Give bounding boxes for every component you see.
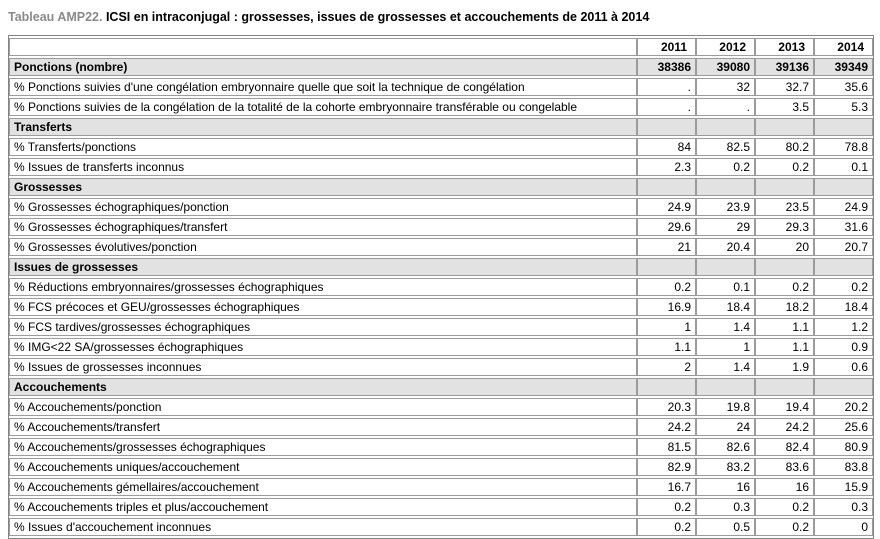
cell-value: 82.4 (755, 438, 814, 456)
cell-value: 1 (637, 318, 696, 336)
cell-value: 0 (814, 518, 873, 536)
cell-value: 83.2 (696, 458, 755, 476)
cell-value (814, 258, 873, 276)
cell-value (637, 258, 696, 276)
cell-value: 0.2 (637, 278, 696, 296)
statistics-table (8, 35, 874, 539)
cell-value: 32.7 (755, 78, 814, 96)
cell-value: . (696, 98, 755, 116)
row-label: Grossesses (9, 178, 637, 196)
cell-value (755, 178, 814, 196)
cell-value: 82.9 (637, 458, 696, 476)
row-label: % FCS tardives/grossesses échographiques (9, 318, 637, 336)
year-header: 2014 (814, 38, 873, 56)
cell-value (755, 258, 814, 276)
cell-value: 20 (755, 238, 814, 256)
row-label: % Grossesses échographiques/ponction (9, 198, 637, 216)
cell-value: 84 (637, 138, 696, 156)
table-row (9, 358, 873, 376)
cell-value: 0.2 (755, 158, 814, 176)
row-label: % Issues d'accouchement inconnues (9, 518, 637, 536)
table-row (9, 198, 873, 216)
row-label: % Accouchements triples et plus/accouchement (9, 498, 637, 516)
row-label: % Accouchements/transfert (9, 418, 637, 436)
cell-value: 1 (696, 338, 755, 356)
table-row (9, 298, 873, 316)
cell-value: 82.5 (696, 138, 755, 156)
table-row (9, 78, 873, 96)
table-row (9, 98, 873, 116)
table-row (9, 518, 873, 536)
cell-value: 21 (637, 238, 696, 256)
cell-value: 15.9 (814, 478, 873, 496)
cell-value: 80.9 (814, 438, 873, 456)
row-label: % Grossesses échographiques/transfert (9, 218, 637, 236)
cell-value: 39136 (755, 58, 814, 76)
cell-value (637, 178, 696, 196)
cell-value: 0.2 (755, 518, 814, 536)
table-row (9, 238, 873, 256)
row-label: % Accouchements uniques/accouchement (9, 458, 637, 476)
cell-value: 29 (696, 218, 755, 236)
cell-value: 5.3 (814, 98, 873, 116)
cell-value (637, 378, 696, 396)
cell-value: 23.5 (755, 198, 814, 216)
row-label: % Accouchements gémellaires/accouchement (9, 478, 637, 496)
cell-value: 83.8 (814, 458, 873, 476)
row-label: Accouchements (9, 378, 637, 396)
table-row (9, 178, 873, 196)
cell-value: 16 (755, 478, 814, 496)
cell-value: 39080 (696, 58, 755, 76)
cell-value (755, 378, 814, 396)
row-label: % IMG<22 SA/grossesses échographiques (9, 338, 637, 356)
cell-value: 16.9 (637, 298, 696, 316)
cell-value (696, 178, 755, 196)
cell-value: 1.2 (814, 318, 873, 336)
table-title (8, 8, 873, 35)
cell-value: 0.2 (814, 278, 873, 296)
cell-value: 0.2 (755, 278, 814, 296)
table-row (9, 338, 873, 356)
row-label: % Ponctions suivies de la congélation de la totalité de la cohorte embryonnaire transférable ou congelable (9, 98, 637, 116)
cell-value: 29.3 (755, 218, 814, 236)
table-row (9, 318, 873, 336)
cell-value: 78.8 (814, 138, 873, 156)
cell-value: 24.2 (755, 418, 814, 436)
cell-value (814, 178, 873, 196)
cell-value (696, 378, 755, 396)
cell-value: 20.4 (696, 238, 755, 256)
cell-value: 0.2 (696, 158, 755, 176)
cell-value: 83.6 (755, 458, 814, 476)
cell-value: 0.6 (814, 358, 873, 376)
cell-value: 1.9 (755, 358, 814, 376)
year-header-spacer (9, 38, 637, 56)
year-header: 2013 (755, 38, 814, 56)
cell-value: 81.5 (637, 438, 696, 456)
cell-value: 18.4 (814, 298, 873, 316)
cell-value (814, 378, 873, 396)
row-label: % Issues de transferts inconnus (9, 158, 637, 176)
cell-value: 0.2 (637, 498, 696, 516)
cell-value: 0.3 (696, 498, 755, 516)
cell-value: 16 (696, 478, 755, 496)
table-row (9, 58, 873, 76)
row-label: Ponctions (nombre) (9, 58, 637, 76)
row-label: Transferts (9, 118, 637, 136)
row-label: % Ponctions suivies d'une congélation embryonnaire quelle que soit la technique de congélation (9, 78, 637, 96)
table-title-text: ICSI en intraconjugal : grossesses, issues de grossesses et accouchements de 2011 à 2014 (102, 10, 650, 24)
cell-value: 1.1 (637, 338, 696, 356)
cell-value: 18.4 (696, 298, 755, 316)
cell-value: 0.5 (696, 518, 755, 536)
cell-value: 32 (696, 78, 755, 96)
cell-value: 20.2 (814, 398, 873, 416)
year-header: 2012 (696, 38, 755, 56)
table-row (9, 218, 873, 236)
cell-value: 0.9 (814, 338, 873, 356)
cell-value: 0.2 (755, 498, 814, 516)
table-row (9, 138, 873, 156)
cell-value: 20.3 (637, 398, 696, 416)
table-row (9, 278, 873, 296)
cell-value: 1.1 (755, 318, 814, 336)
row-label: % FCS précoces et GEU/grossesses échographiques (9, 298, 637, 316)
table-row (9, 158, 873, 176)
cell-value (637, 118, 696, 136)
cell-value: 0.1 (696, 278, 755, 296)
cell-value: 3.5 (755, 98, 814, 116)
table-row (9, 398, 873, 416)
cell-value: 18.2 (755, 298, 814, 316)
row-label: % Accouchements/ponction (9, 398, 637, 416)
row-label: Issues de grossesses (9, 258, 637, 276)
table-row (9, 458, 873, 476)
cell-value: 29.6 (637, 218, 696, 236)
cell-value: 1.1 (755, 338, 814, 356)
table-row (9, 478, 873, 496)
table-body (9, 58, 873, 536)
cell-value: 2 (637, 358, 696, 376)
cell-value (696, 118, 755, 136)
table-row (9, 438, 873, 456)
cell-value: 0.2 (637, 518, 696, 536)
cell-value: . (637, 78, 696, 96)
cell-value: 25.6 (814, 418, 873, 436)
table-row (9, 118, 873, 136)
cell-value: 19.4 (755, 398, 814, 416)
cell-value: 82.6 (696, 438, 755, 456)
table-row (9, 418, 873, 436)
row-label: % Transferts/ponctions (9, 138, 637, 156)
cell-value (696, 258, 755, 276)
cell-value: 24 (696, 418, 755, 436)
cell-value: 80.2 (755, 138, 814, 156)
cell-value: 39349 (814, 58, 873, 76)
table-row (9, 378, 873, 396)
row-label: % Grossesses évolutives/ponction (9, 238, 637, 256)
table-row (9, 498, 873, 516)
row-label: % Accouchements/grossesses échographiques (9, 438, 637, 456)
year-header: 2011 (637, 38, 696, 56)
cell-value: 24.2 (637, 418, 696, 436)
row-label: % Réductions embryonnaires/grossesses échographiques (9, 278, 637, 296)
table-row (9, 258, 873, 276)
cell-value (814, 118, 873, 136)
cell-value: . (637, 98, 696, 116)
cell-value: 0.1 (814, 158, 873, 176)
cell-value: 35.6 (814, 78, 873, 96)
cell-value: 24.9 (637, 198, 696, 216)
cell-value: 1.4 (696, 318, 755, 336)
cell-value: 31.6 (814, 218, 873, 236)
cell-value: 38386 (637, 58, 696, 76)
cell-value: 0.3 (814, 498, 873, 516)
row-label: % Issues de grossesses inconnues (9, 358, 637, 376)
cell-value: 23.9 (696, 198, 755, 216)
cell-value: 16.7 (637, 478, 696, 496)
table-title-prefix: Tableau AMP22. (8, 10, 103, 24)
cell-value (755, 118, 814, 136)
cell-value: 19.8 (696, 398, 755, 416)
year-header-row (9, 38, 873, 56)
cell-value: 20.7 (814, 238, 873, 256)
cell-value: 1.4 (696, 358, 755, 376)
cell-value: 24.9 (814, 198, 873, 216)
cell-value: 2.3 (637, 158, 696, 176)
